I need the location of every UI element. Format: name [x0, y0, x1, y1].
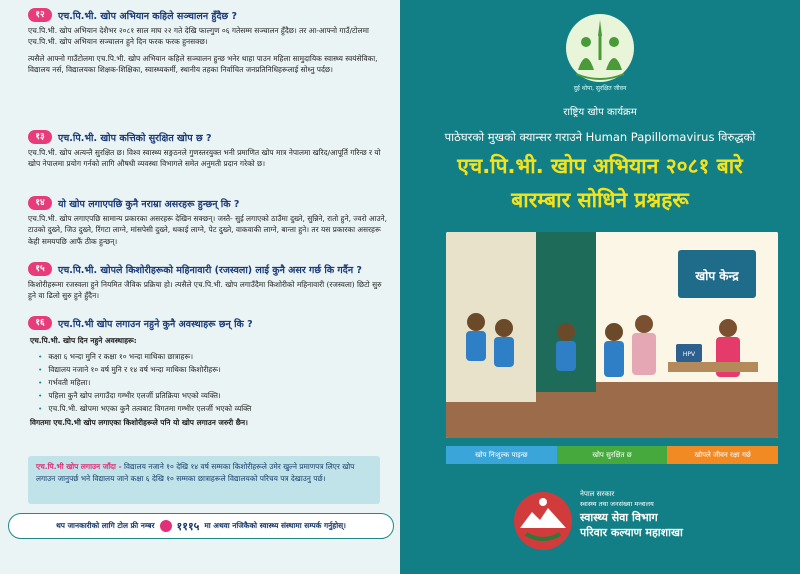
faq-16-question: एच.पि.भी खोप लगाउन नहुने कुनै अवस्थाहरू छन् कि ?	[58, 318, 253, 330]
faq-16-heading	[28, 316, 388, 330]
note-text: विद्यालय नजाने १० देखि १४ वर्ष सम्मका किशोरीहरूले उमेर खुल्ने प्रमाणपत्र लिएर खोप लगाउन जानुपर्छ भने विद्यालय जाने कक्षा ६ देखि १० सम्मका छात्राहरूले विद्यालयको परिचय पत्र देखाउनु पर्छ।	[36, 462, 355, 483]
faq-14-heading	[28, 196, 388, 210]
pill-saves-life: खोपले जीवन रक्षा गर्छ	[667, 446, 778, 464]
vaccination-illustration	[446, 232, 778, 438]
phone-icon	[160, 520, 172, 532]
faq-14-question: यो खोप लगाएपछि कुनै नराम्रा असरहरू हुन्छन् कि ?	[58, 198, 240, 210]
message-pills	[446, 446, 778, 464]
gov-line-3: स्वास्थ्य सेवा विभाग	[580, 511, 658, 524]
list-item: • गर्भवती महिला।	[38, 376, 388, 389]
faq-12-number: १२	[28, 8, 52, 22]
faq-14	[28, 196, 388, 252]
faq-12-p1: एच.पि.भी. खोप अभियान देशैभर २०८१ साल माघ २२ गते देखि फाल्गुण ०६ गतेसम्म सञ्चालन हुँदैछ। तर आ-आफ्नो गाउँ/टोलमा एच.पि.भी. खोप अभियान सञ्चालन हुने दिन फरक फरक हुनसक्छ।	[28, 26, 369, 47]
faq-15	[28, 262, 388, 307]
list-item: • कक्षा ६ भन्दा मुनि र कक्षा १० भन्दा माथिका छात्राहरू।	[38, 350, 388, 363]
logo-tagline: दुई थोपा, सुरक्षित जीवन	[573, 85, 627, 92]
cover-panel	[400, 0, 800, 574]
list-item: • पहिला कुनै खोप लगाउँदा गम्भीर एलर्जी प्रतिक्रिया भएको व्यक्ति।	[38, 389, 388, 402]
faq-15-number: १५	[28, 262, 52, 276]
government-credit	[580, 490, 683, 540]
list-item: • विद्यालय नजाने १० वर्ष मुनि र १४ वर्ष भन्दा माथिका किशोरीहरू।	[38, 363, 388, 376]
programme-name: राष्ट्रिय खोप कार्यक्रम	[563, 107, 637, 118]
faq-13-p1: एच.पि.भी. खोप अत्यन्तै सुरक्षित छ। विश्व स्वास्थ्य सङ्गठनले गुणस्तरयुक्त भनी प्रमाणित खोप मात्र नेपालमा खरिद/आपूर्ति गरिन्छ र यो खोप नेपालमा प्रयोग गर्नको लागि औषधी व्यवस्था विभागले समेत अनुमती प्रदान गरेको छ।	[28, 148, 381, 169]
faq-13-answer	[28, 147, 388, 170]
contraindication-list	[28, 350, 388, 415]
faq-14-p1: एच.पि.भी. खोप लगाएपछि सामान्य प्रकारका असरहरू देखिन सक्छन्। जस्तै- सुई लगाएको ठाउँमा दुख्ने, सुन्निने, रातो हुने, ज्वरो आउने, टाउको दुख्ने, जिउ दुख्ने, रिंगटा लाग्ने, मांसपेसी दुख्ने, थकाई लाग्ने, पेट दुख्ने, वाकवाकी लाग्ने, बान्ता हुने। तर यस प्रकारका असरहरू केही समयपछि आफैं ठीक हुन्छन्।	[28, 214, 387, 246]
cover-title-line-2: बारम्बार सोधिने प्रश्नहरू	[511, 188, 689, 212]
hotline-banner	[8, 513, 394, 539]
clinic-sign-text: खोप केन्द्र	[695, 269, 739, 283]
hotline-number[interactable]: १११५	[176, 519, 200, 533]
gov-line-4: परिवार कल्याण महाशाखा	[580, 526, 683, 539]
list-item: • एच.पि.भी. खोपमा भएका कुनै तत्वबाट विगतमा गम्भीर एलर्जी भएको व्यक्ति	[38, 402, 388, 415]
faq-14-number: १४	[28, 196, 52, 210]
faq-12-p2: त्यसैले आफ्नो गाउँटोलमा एच.पि.भी. खोप अभियान कहिले सञ्चालन हुन्छ भनेर थाहा पाउन महिला सामुदायिक स्वास्थ्य स्वयंसेविका, विद्यालय नर्स, विद्यालयका शिक्षक-शिक्षिका, स्वास्थ्यकर्मी, स्थानीय तहका निर्वाचित जनप्रतिनिधिहरूलाई सोध्नु पर्दछ।	[28, 53, 378, 75]
faq-13-number: १३	[28, 130, 52, 144]
hotline-pre: थप जानकारीको लागि टोल फ्री नम्बर	[56, 521, 155, 530]
faq-13-heading	[28, 130, 388, 144]
pill-free-vaccine: खोप निःशुल्क पाइन्छ	[446, 446, 557, 464]
hotline-post: मा अथवा नजिकैको स्वास्थ्य संस्थामा सम्पर्क गर्नुहोस्।	[204, 521, 346, 530]
faq-12-question: एच.पि.भी. खोप अभियान कहिले सञ्चालन हुँदैछ ?	[58, 10, 237, 22]
faq-16-number: १६	[28, 316, 52, 330]
faq-13	[28, 130, 388, 175]
note-lead: एच.पि.भी खोप लगाउन जाँदा -	[36, 462, 122, 471]
faq-15-answer	[28, 279, 388, 302]
clinic-scene-illustration	[446, 232, 778, 438]
gov-line-1: नेपाल सरकार	[580, 490, 615, 498]
faq-12	[28, 8, 388, 81]
document-note-box	[28, 456, 380, 504]
pill-safe-vaccine: खोप सुरक्षित छ	[557, 446, 668, 464]
gov-line-2: स्वास्थ्य तथा जनसंख्या मन्त्रालय	[580, 500, 654, 508]
faq-16	[28, 316, 388, 428]
faq-14-answer	[28, 213, 388, 247]
vaccine-box-label: HPV	[682, 351, 696, 358]
faq-16-list-title: एच.पि.भी. खोप दिन नहुने अवस्थाहरू:	[30, 336, 137, 345]
immunization-logo-icon	[562, 12, 638, 86]
government-emblem-icon	[512, 490, 574, 552]
faq-12-answer	[28, 25, 388, 76]
faq-15-question: एच.पि.भी. खोपले किशोरीहरूको महिनावारी (रजस्वला) लाई कुनै असर गर्छ कि गर्दैन ?	[58, 264, 362, 276]
faq-13-question: एच.पि.भी. खोप कत्तिको सुरक्षित खोप छ ?	[58, 132, 212, 144]
cover-subtitle: पाठेघरको मुखको क्यान्सर गराउने Human Papillomavirus विरुद्धको	[444, 130, 756, 144]
faq-12-heading	[28, 8, 388, 22]
faq-15-p1: किशोरीहरूमा रजस्वला हुने नियमित जैविक प्रक्रिया हो। त्यसैले एच.पि.भी. खोप लगाउँदैमा किशोरीको महिनावारी (रजस्वला) छिटो सुरु हुने वा ढिलो सुरु हुने हुँदैन।	[28, 280, 382, 301]
faq-16-closing: विगतमा एच.पि.भी खोप लगाएका किशोरीहरूले पनि यो खोप लगाउन जरुरी छैन।	[30, 418, 248, 427]
cover-title-line-1: एच.पि.भी. खोप अभियान २०८१ बारे	[457, 154, 743, 178]
faq-15-heading	[28, 262, 388, 276]
